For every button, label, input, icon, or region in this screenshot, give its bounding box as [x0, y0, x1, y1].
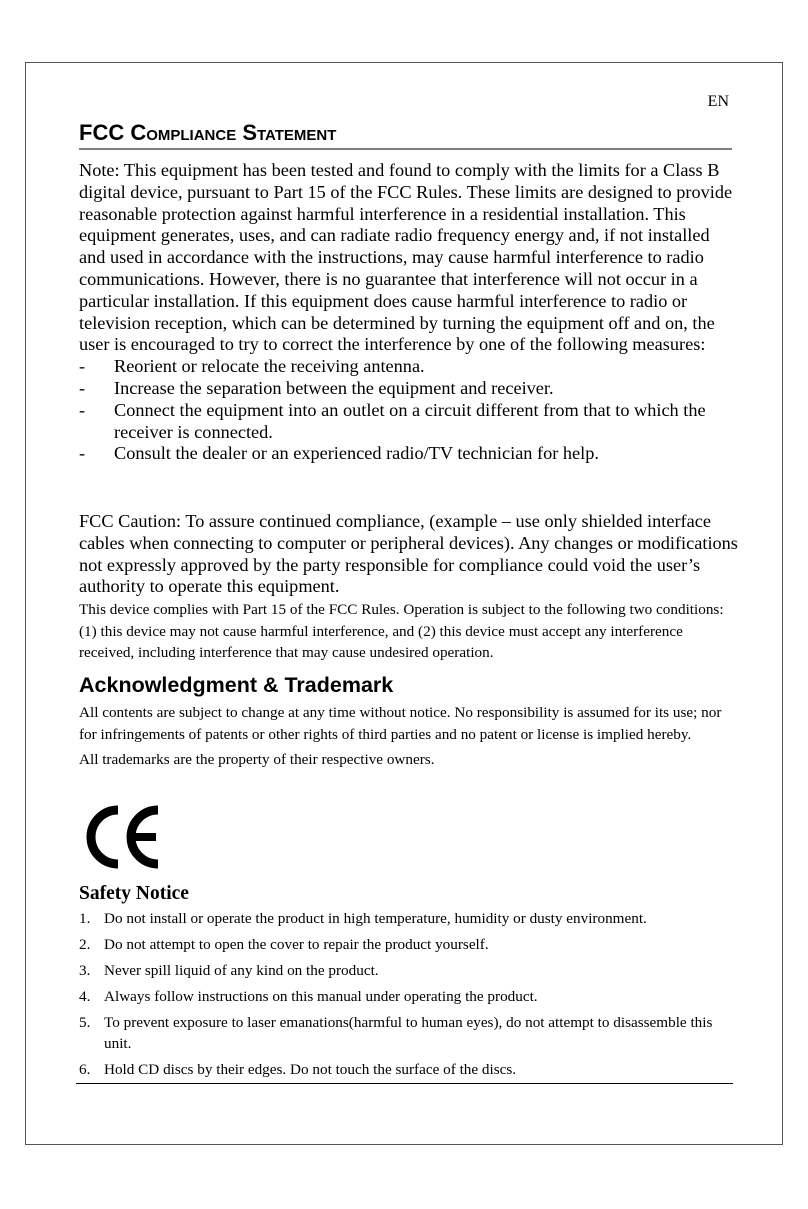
- safety-item-text: Do not attempt to open the cover to repair the product yourself.: [104, 936, 489, 953]
- list-item: [79, 1060, 739, 1081]
- language-tag: EN: [707, 93, 729, 110]
- fcc-body: [79, 160, 739, 465]
- safety-list: [79, 909, 739, 1086]
- fcc-caution-text: FCC Caution: To assure continued compliance, (example – use only shielded interface cables when connecting to computer or peripheral devices). Any changes or modifications not expressly approved by the party responsible for compliance could void the user’s authority to operate this equipment.: [79, 511, 738, 597]
- list-item: [79, 443, 739, 465]
- acknowledgment-paragraph: All contents are subject to change at any time without notice. No responsibility is assumed for its use; nor for infringements of patents or other rights of third parties and no patent or license is implied hereby.: [79, 704, 722, 743]
- acknowledgment-paragraph: All trademarks are the property of their respective owners.: [79, 751, 435, 768]
- safety-item-text: Never spill liquid of any kind on the product.: [104, 962, 379, 979]
- acknowledgment-heading: Acknowledgment & Trademark: [79, 673, 394, 697]
- fcc-caution: [79, 511, 739, 598]
- safety-heading: Safety Notice: [79, 883, 189, 904]
- safety-item-text: Do not install or operate the product in high temperature, humidity or dusty environment.: [104, 910, 647, 927]
- list-item: [79, 356, 739, 378]
- item-number: 5.: [79, 1014, 91, 1031]
- dash-bullet: -: [79, 356, 86, 377]
- item-number: 4.: [79, 988, 91, 1005]
- measure-text: Consult the dealer or an experienced radio/TV technician for help.: [114, 443, 599, 464]
- ce-mark-icon: [84, 802, 162, 872]
- measure-text: Connect the equipment into an outlet on a circuit different from that to which the receiver is connected.: [114, 399, 706, 442]
- list-item: [79, 987, 739, 1008]
- acknowledgment-body: [79, 702, 739, 775]
- list-item: [79, 400, 739, 444]
- list-item: [79, 935, 739, 956]
- safety-item-text: Hold CD discs by their edges. Do not touch the surface of the discs.: [104, 1060, 517, 1078]
- item-number: 3.: [79, 962, 91, 979]
- measure-text: Reorient or relocate the receiving antenna.: [114, 356, 425, 377]
- fcc-heading: FCC Compliance Statement: [79, 118, 732, 150]
- safety-item-text: Always follow instructions on this manual under operating the product.: [104, 988, 538, 1005]
- list-item: [79, 909, 739, 930]
- dash-bullet: -: [79, 399, 86, 420]
- fcc-note: Note: This equipment has been tested and found to comply with the limits for a Class B digital device, pursuant to Part 15 of the FCC Rules. These limits are designed to provide reasonable protection against harmful interference in a residential installation. This equipment generates, uses, and can radiate radio frequency energy and, if not installed and used in accordance with the instructions, may cause harmful interference to radio communications. However, there is no guarantee that interference will not occur in a particular installation. If this equipment does cause harmful interference to radio or television reception, which can be determined by turning the equipment off and on, the user is encouraged to try to correct the interference by one of the following measures:: [79, 160, 733, 355]
- list-item: [79, 378, 739, 400]
- item-number: 2.: [79, 936, 91, 953]
- list-item: [79, 961, 739, 982]
- part15-statement: This device complies with Part 15 of the FCC Rules. Operation is subject to the following two conditions: (1) this device may not cause harmful interference, and (2) this device must accept any interference received, including interference that may cause undesired operation.: [79, 601, 724, 661]
- dash-bullet: -: [79, 377, 86, 398]
- dash-bullet: -: [79, 443, 86, 464]
- measure-text: Increase the separation between the equipment and receiver.: [114, 377, 554, 398]
- safety-item-text: To prevent exposure to laser emanations(harmful to human eyes), do not attempt to disassemble this unit.: [104, 1014, 713, 1052]
- item-number: 1.: [79, 910, 91, 927]
- measures-list: [79, 356, 739, 465]
- bottom-rule: [76, 1083, 733, 1084]
- item-number: 6.: [79, 1060, 91, 1078]
- list-item: [79, 1013, 739, 1054]
